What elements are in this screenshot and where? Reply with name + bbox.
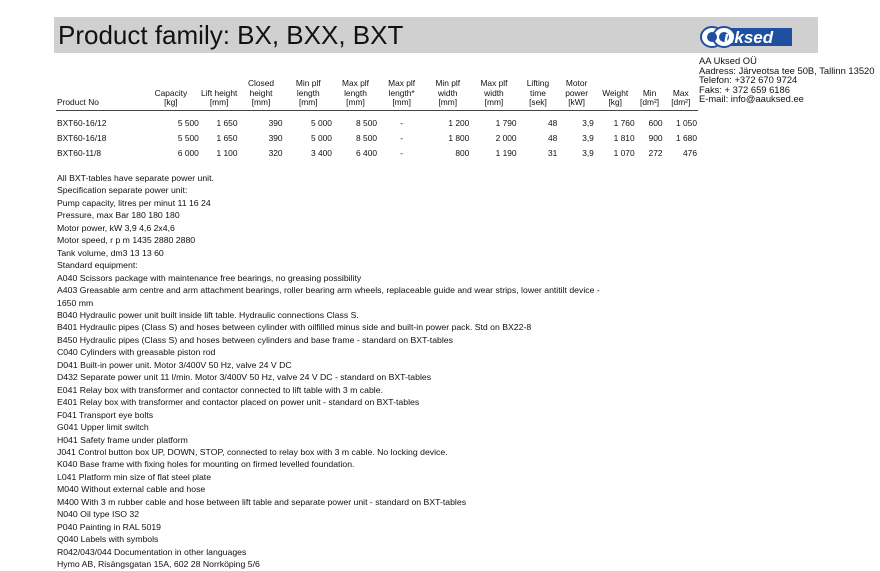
table-cell: 1 100 — [216, 147, 238, 158]
column-unit: [kg] — [164, 97, 178, 108]
table-cell: 476 — [683, 147, 697, 158]
column-label: Weight — [602, 87, 629, 98]
text-line: Pressure, max Bar 180 180 180 — [57, 210, 180, 221]
column-header — [333, 79, 378, 110]
table-cell: 1 200 — [448, 117, 470, 128]
column-unit: [dm²] — [671, 97, 691, 108]
table-cell: 320 — [268, 147, 283, 158]
column-label: Product No — [57, 97, 99, 108]
table-cell: 3,9 — [582, 147, 594, 158]
column-header — [558, 79, 595, 110]
text-line: A403 Greasable arm centre and arm attachment bearings, roller bearing arm wheels, replaceable guide and wear strips, lower antitilt device - — [57, 285, 600, 296]
column-unit: [sek] — [529, 97, 547, 108]
company-email[interactable]: E-mail: info@aauksed.ee — [699, 93, 804, 105]
specification-table — [56, 79, 698, 161]
text-line: M040 Without external cable and hose — [57, 484, 206, 495]
table-cell: 6 400 — [356, 147, 378, 158]
column-unit: [mm] — [392, 97, 411, 108]
company-info — [699, 56, 874, 104]
table-cell: 1 790 — [495, 117, 517, 128]
column-header — [56, 79, 142, 110]
text-line: D432 Separate power unit 11 l/min. Motor 3/400V 50 Hz, valve 24 V DC - standard on BXT-tables — [57, 372, 432, 383]
column-header — [238, 79, 283, 110]
table-cell: 900 — [648, 132, 663, 143]
column-header — [595, 79, 636, 110]
table-row — [56, 146, 698, 161]
table-cell: 390 — [268, 132, 283, 143]
table-cell: 1 650 — [216, 117, 238, 128]
text-line: All BXT-tables have separate power unit. — [57, 173, 214, 183]
column-label: Min plf length — [295, 78, 321, 98]
column-label: Max plf width — [480, 78, 508, 98]
text-line: Motor speed, r p m 1435 2880 2880 — [57, 235, 196, 246]
table-cell: 3,9 — [582, 132, 594, 143]
column-header — [142, 79, 200, 110]
table-cell: 6 000 — [177, 147, 199, 158]
text-line: M400 With 3 m rubber cable and hose between lift table and separate power unit - standard on BXT-tables — [57, 496, 467, 507]
table-cell: - — [400, 117, 404, 128]
text-line: 1650 mm — [57, 297, 94, 308]
column-unit: [mm] — [298, 97, 318, 108]
table-cell: 2 000 — [495, 132, 517, 143]
product-number-cell: BXT60-16/18 — [57, 132, 107, 143]
text-line: K040 Base frame with fixing holes for mounting on firmed levelled foundation. — [57, 459, 355, 470]
text-line: F041 Transport eye bolts — [57, 409, 154, 420]
table-cell: 5 500 — [177, 117, 199, 128]
table-cell: 390 — [268, 117, 283, 128]
column-label: Min plf width — [435, 78, 461, 98]
column-header — [284, 79, 333, 110]
table-cell: 5 000 — [310, 117, 332, 128]
column-label: Lift height — [201, 87, 238, 98]
column-unit: [mm] — [438, 97, 458, 108]
logo-wordmark: uksed — [724, 28, 774, 47]
text-line: Specification separate power unit: — [57, 185, 188, 196]
text-line: G041 Upper limit switch — [57, 422, 149, 433]
column-unit: [kg] — [608, 97, 622, 108]
company-address: Aadress: Järveotsa tee 50B, Tallinn 13520 — [699, 64, 875, 76]
text-line: L041 Platform min size of flat steel plate — [57, 471, 212, 482]
column-label: Max — [672, 87, 689, 98]
table-cell: 1 050 — [676, 117, 697, 128]
table-cell: 5 000 — [310, 132, 332, 143]
column-label: Capacity — [154, 87, 188, 98]
text-line: J041 Control button box UP, DOWN, STOP, connected to relay box with 3 m cable. No locking device. — [57, 446, 448, 457]
column-unit: [mm] — [251, 97, 271, 108]
table-cell: 1 650 — [216, 132, 238, 143]
column-unit: [mm] — [484, 97, 504, 108]
column-header — [470, 79, 517, 110]
table-cell: 1 800 — [448, 132, 470, 143]
text-line: Tank volume, dm3 13 13 60 — [57, 247, 164, 258]
company-name: AA Uksed OÜ — [699, 55, 757, 66]
column-label: Max plf length* — [388, 78, 416, 98]
column-header — [200, 79, 239, 110]
column-header — [518, 79, 559, 110]
column-label: Min — [642, 87, 657, 98]
text-line: A040 Scissors package with maintenance free bearings, no greasing possibility — [57, 272, 362, 283]
table-cell: 1 810 — [613, 132, 635, 143]
table-row — [56, 110, 698, 131]
column-header — [378, 79, 425, 110]
column-header — [425, 79, 470, 110]
column-unit: [kW] — [568, 97, 585, 108]
column-label: Max plf length — [341, 78, 369, 98]
company-fax: Faks: + 372 659 6186 — [699, 83, 790, 95]
table-row — [56, 131, 698, 146]
table-cell: 3 400 — [310, 147, 332, 158]
text-line: R042/043/044 Documentation in other languages — [57, 546, 247, 557]
column-label: Motor power — [565, 78, 588, 98]
product-number-cell: BXT60-11/8 — [57, 147, 102, 158]
table-cell: 1 680 — [676, 132, 697, 143]
table-cell: 8 500 — [356, 117, 378, 128]
company-phone: Telefon: +372 670 9724 — [699, 74, 798, 86]
text-line: Motor power, kW 3,9 4,6 2x4,6 — [57, 222, 175, 233]
table-cell: - — [400, 147, 404, 158]
column-header — [636, 79, 664, 110]
text-line: B401 Hydraulic pipes (Class S) and hoses between cylinder with oilfilled minus side and built-in power pack. Std on BX22-8 — [57, 322, 532, 333]
column-label: Closed height — [247, 78, 275, 98]
table-cell: 48 — [548, 132, 558, 143]
table-cell: 48 — [548, 117, 558, 128]
column-unit: [mm] — [346, 97, 365, 108]
text-line: H041 Safety frame under platform — [57, 434, 188, 445]
table-header-row — [56, 79, 698, 110]
description-text — [57, 172, 697, 571]
table-cell: 1 760 — [613, 117, 635, 128]
table-cell: 31 — [548, 147, 558, 158]
text-line: Standard equipment: — [57, 260, 138, 271]
table-cell: 3,9 — [582, 117, 594, 128]
text-line: E401 Relay box with transformer and contactor placed on power unit - standard on BXT-tables — [57, 397, 420, 408]
text-line: B450 Hydraulic pipes (Class S) and hoses between cylinders and base frame - standard on BXT-tables — [57, 334, 453, 345]
text-line: Q040 Labels with symbols — [57, 534, 159, 545]
text-line: D041 Built-in power unit. Motor 3/400V 50 Hz, valve 24 V DC — [57, 359, 292, 370]
table-cell: - — [400, 132, 404, 143]
text-line: N040 Oil type ISO 32 — [57, 509, 140, 520]
text-line: E041 Relay box with transformer and contactor connected to lift table with 3 m cable. — [57, 384, 383, 395]
table-cell: 1 070 — [613, 147, 635, 158]
table-cell: 5 500 — [177, 132, 199, 143]
text-line: B040 Hydraulic power unit built inside lift table. Hydraulic connections Class S. — [57, 309, 359, 320]
text-line: Hymo AB, Risängsgatan 15A, 602 28 Norrköping 5/6 — [57, 559, 260, 570]
column-label: Lifting time — [526, 78, 550, 98]
product-number-cell: BXT60-16/12 — [57, 117, 107, 128]
table-cell: 8 500 — [356, 132, 378, 143]
table-cell: 272 — [648, 147, 663, 158]
column-unit: [mm] — [209, 97, 229, 108]
text-line: P040 Painting in RAL 5019 — [57, 521, 162, 532]
table-cell: 600 — [648, 117, 663, 128]
text-line: C040 Cylinders with greasable piston rod — [57, 347, 216, 358]
page-title: Product family: BX, BXX, BXT — [58, 20, 404, 50]
table-cell: 1 190 — [495, 147, 517, 158]
table-cell: 800 — [455, 147, 470, 158]
column-header — [664, 79, 698, 110]
column-unit: [dm²] — [640, 97, 660, 108]
text-line: Pump capacity, litres per minut 11 16 24 — [57, 197, 211, 208]
